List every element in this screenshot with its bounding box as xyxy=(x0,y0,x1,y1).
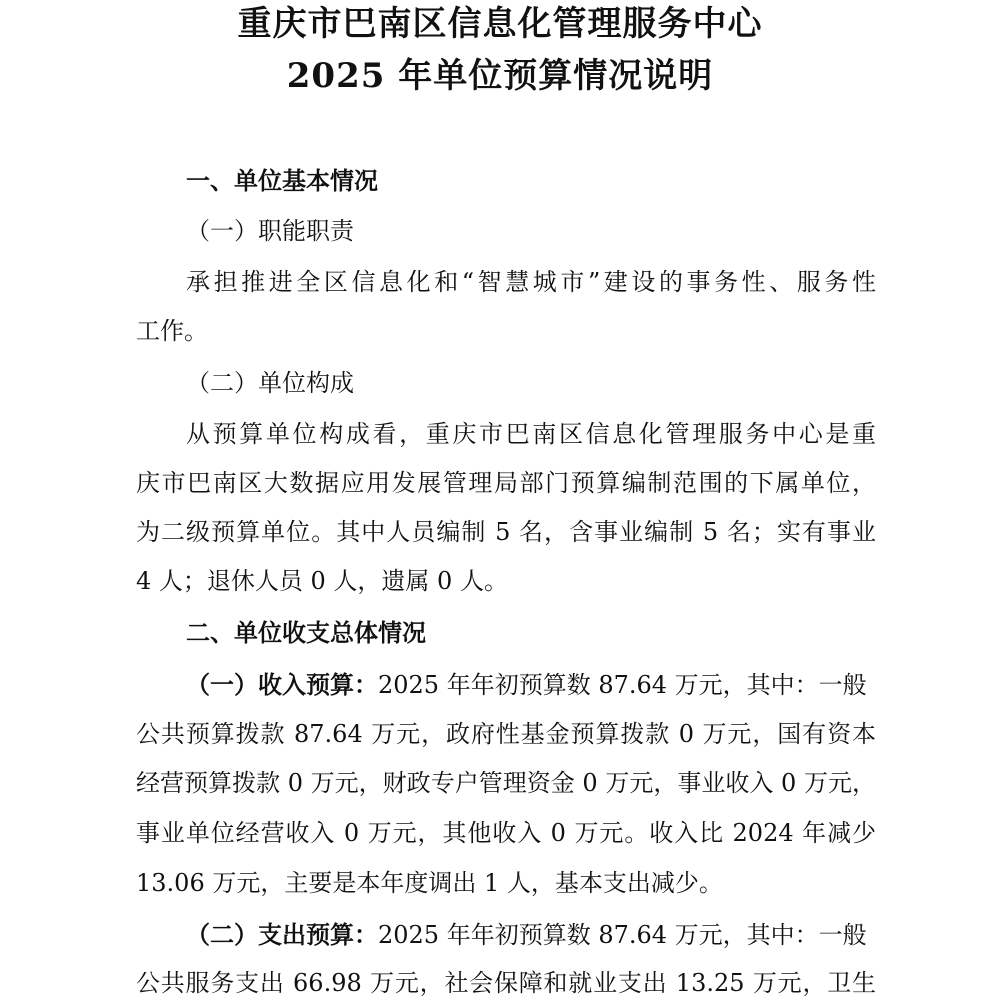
paragraph-line: 事业单位经营收入 0 万元，其他收入 0 万元。收入比 2024 年减少 xyxy=(136,819,876,847)
section1-sub1-heading: （一）职能职责 xyxy=(186,217,354,245)
paragraph-line: 经营预算拨款 0 万元，财政专户管理资金 0 万元，事业收入 0 万元， xyxy=(136,769,876,797)
paragraph-line: 从预算单位构成看，重庆市巴南区信息化管理服务中心是重 xyxy=(186,420,876,448)
document-title-line2: 2025 年单位预算情况说明 xyxy=(286,56,714,96)
section1-sub2-heading: （二）单位构成 xyxy=(186,369,354,397)
income-paragraph-first-line xyxy=(186,670,867,700)
section1-heading: 一、单位基本情况 xyxy=(186,166,378,195)
paragraph-line: 为二级预算单位。其中人员编制 5 名，含事业编制 5 名；实有事业 xyxy=(136,518,876,546)
paragraph-line: 公共服务支出 66.98 万元，社会保障和就业支出 13.25 万元，卫生 xyxy=(136,969,876,997)
paragraph-line: 4 人；退休人员 0 人，遗属 0 人。 xyxy=(136,567,508,595)
paragraph-line: 工作。 xyxy=(136,317,208,345)
section2-heading: 二、单位收支总体情况 xyxy=(186,618,426,647)
expenditure-paragraph-first-line xyxy=(186,920,867,950)
paragraph-line: 公共预算拨款 87.64 万元，政府性基金预算拨款 0 万元，国有资本 xyxy=(136,720,876,748)
paragraph-line: 庆市巴南区大数据应用发展管理局部门预算编制范围的下属单位， xyxy=(136,469,876,497)
paragraph-line: 13.06 万元，主要是本年度调出 1 人，基本支出减少。 xyxy=(136,869,723,897)
income-lead: （一）收入预算： xyxy=(186,670,378,699)
paragraph-line: 2025 年年初预算数 87.64 万元，其中：一般 xyxy=(378,671,867,699)
expenditure-lead: （二）支出预算： xyxy=(186,920,378,949)
document-title-line1: 重庆市巴南区信息化管理服务中心 xyxy=(237,4,763,44)
paragraph-line: 2025 年年初预算数 87.64 万元，其中：一般 xyxy=(378,921,867,949)
paragraph-line: 承担推进全区信息化和“智慧城市”建设的事务性、服务性 xyxy=(186,268,876,296)
